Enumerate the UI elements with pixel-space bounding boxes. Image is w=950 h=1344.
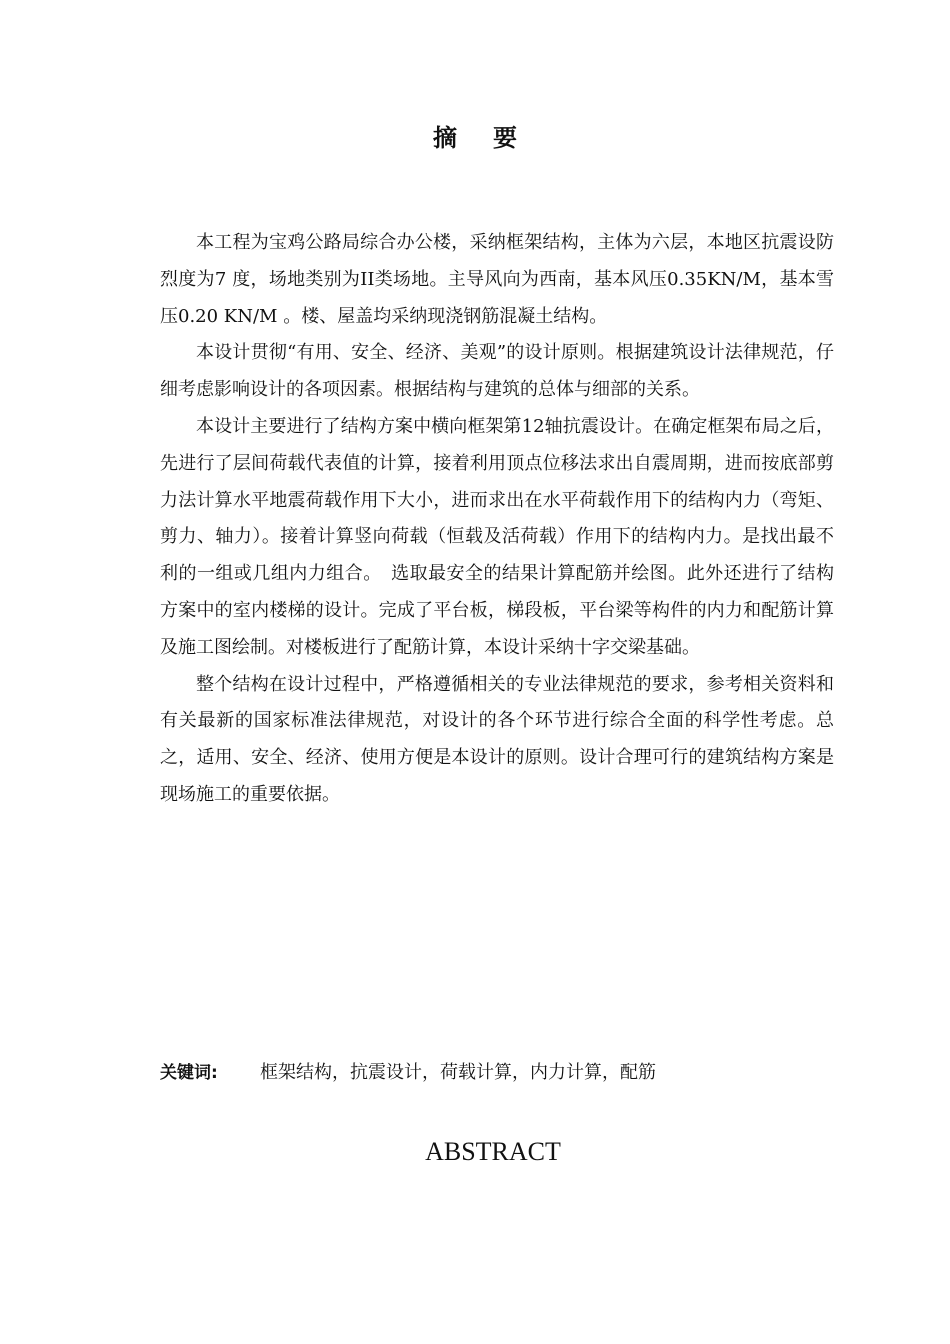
keywords-label: 关键词:: [160, 1063, 218, 1083]
title-char-1: 摘: [433, 124, 457, 152]
title-char-2: 要: [493, 124, 517, 152]
paragraph-2: 本设计贯彻“有用、安全、经济、美观”的设计原则。根据建筑设计法律规范，仔细考虑影响设计的各项因素。根据结构与建筑的总体与细部的关系。: [160, 342, 834, 401]
paragraph-4: 整个结构在设计过程中，严格遵循相关的专业法律规范的要求，参考相关资料和有关最新的国家标准法律规范，对设计的各个环节进行综合全面的科学性考虑。总之，适用、安全、经济、使用方便是本设计的原则。设计合理可行的建筑结构方案是现场施工的重要依据。: [160, 673, 834, 805]
abstract-heading: ABSTRACT: [425, 1137, 561, 1166]
keywords-line: [160, 1055, 834, 1091]
keywords-value: 框架结构，抗震设计，荷载计算，内力计算，配筋: [260, 1062, 656, 1083]
paragraph-3: 本设计主要进行了结构方案中横向框架第12轴抗震设计。在确定框架布局之后，先进行了层间荷载代表值的计算，接着利用顶点位移法求出自震周期，进而按底部剪力法计算水平地震荷载作用下大小，进而求出在水平荷载作用下的结构内力（弯矩、剪力、轴力）。接着计算竖向荷载（恒载及活荷载）作用下的结构内力。是找出最不利的一组或几组内力组合。 选取最安全的结果计算配筋并绘图。此外还进行了结构方案中的室内楼梯的设计。完成了平台板，梯段板，平台梁等构件的内力和配筋计算及施工图绘制。对楼板进行了配筋计算，本设计采纳十字交梁基础。: [160, 415, 834, 658]
page-title: [0, 118, 950, 153]
abstract-body: [160, 225, 834, 814]
paragraph-1: 本工程为宝鸡公路局综合办公楼，采纳框架结构，主体为六层，本地区抗震设防烈度为7 度，场地类别为II类场地。主导风向为西南，基本风压0.35KN/M，基本雪压0.20 KN/M 。楼、屋盖均采纳现浇钢筋混凝土结构。: [160, 232, 834, 327]
